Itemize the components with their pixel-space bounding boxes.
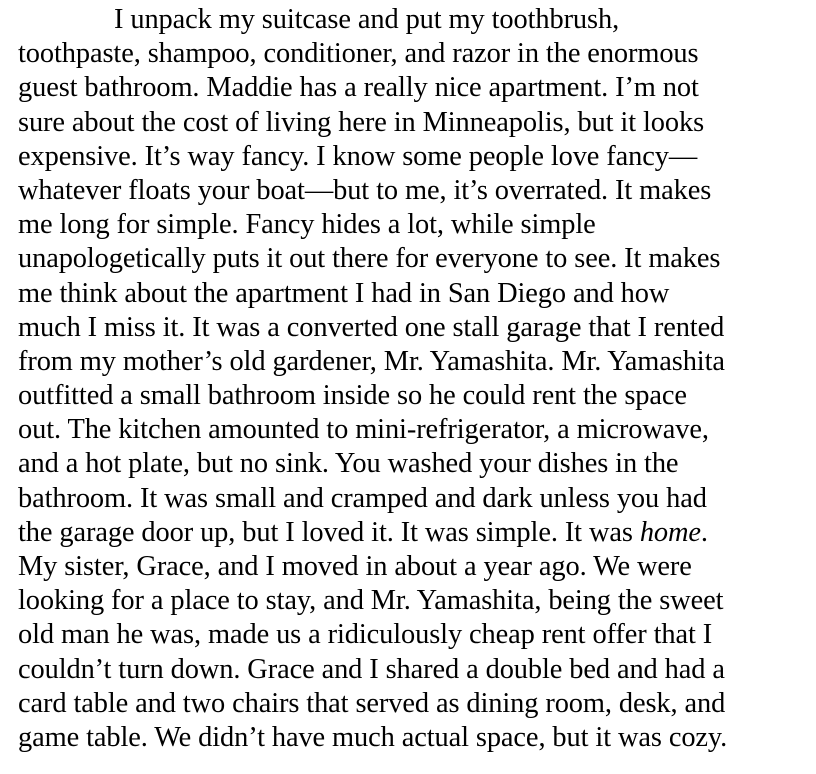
paragraph-line: card table and two chairs that served as dining room, desk, and bbox=[18, 687, 726, 719]
paragraph-line: and a hot plate, but no sink. You washed your dishes in the bbox=[18, 448, 679, 480]
paragraph-line: sure about the cost of living here in Minneapolis, but it looks bbox=[18, 106, 705, 138]
paragraph-line: out. The kitchen amounted to mini-refrigerator, a microwave, bbox=[18, 414, 709, 446]
paragraph-line: old man he was, made us a ridiculously cheap rent offer that I bbox=[18, 619, 713, 651]
paragraph-line: me long for simple. Fancy hides a lot, while simple bbox=[18, 209, 596, 241]
paragraph-line: looking for a place to stay, and Mr. Yamashita, being the sweet bbox=[18, 585, 724, 617]
emphasized-word: home bbox=[639, 516, 701, 548]
text-page bbox=[18, 3, 810, 755]
paragraph-line: from my mother’s old gardener, Mr. Yamashita. Mr. Yamashita bbox=[18, 345, 725, 377]
paragraph-line: bathroom. It was small and cramped and dark unless you had bbox=[18, 482, 707, 514]
paragraph-line: couldn’t turn down. Grace and I shared a double bed and had a bbox=[18, 653, 725, 685]
paragraph-line: much I miss it. It was a converted one stall garage that I rented bbox=[18, 311, 725, 343]
paragraph-line: guest bathroom. Maddie has a really nice apartment. I’m not bbox=[18, 72, 699, 104]
paragraph-line: My sister, Grace, and I moved in about a year ago. We were bbox=[18, 551, 692, 582]
paragraph-line: I unpack my suitcase and put my toothbrush, bbox=[114, 4, 620, 35]
paragraph-line: toothpaste, shampoo, conditioner, and razor in the enormous bbox=[18, 38, 699, 70]
paragraph-line: outfitted a small bathroom inside so he could rent the space bbox=[18, 380, 687, 412]
paragraph-line: me think about the apartment I had in San Diego and how bbox=[18, 277, 670, 309]
emphasis-punctuation: . bbox=[700, 516, 708, 548]
paragraph-line: whatever floats your boat—but to me, it’s overrated. It makes bbox=[18, 174, 712, 206]
paragraph-line-with-emphasis bbox=[18, 516, 810, 550]
paragraph-line: game table. We didn’t have much actual space, but it was cozy. bbox=[18, 721, 728, 753]
paragraph-line: unapologetically puts it out there for everyone to see. It makes bbox=[18, 243, 721, 275]
paragraph-line-text: the garage door up, but I loved it. It was simple. It was bbox=[18, 516, 633, 548]
paragraph-line: expensive. It’s way fancy. I know some people love fancy— bbox=[18, 140, 698, 172]
